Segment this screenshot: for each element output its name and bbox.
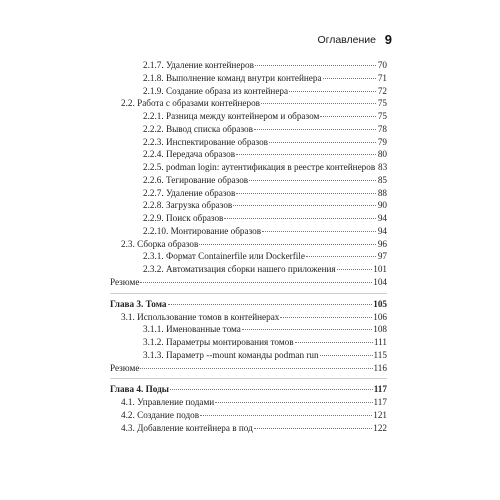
toc-entry[interactable]	[110, 409, 387, 422]
toc-entry-page: 115	[373, 349, 387, 360]
toc-entry-page: 79	[377, 136, 387, 147]
toc-entry-page: 72	[377, 85, 387, 96]
dot-leader	[280, 317, 372, 318]
dot-leader	[140, 282, 372, 283]
toc-entry-title: Глава 3. Тома	[110, 298, 167, 309]
header-title: Оглавление	[317, 34, 376, 46]
dot-leader	[337, 269, 373, 270]
toc-entry-page: 116	[373, 362, 387, 373]
dot-leader	[233, 205, 376, 206]
toc-entry-title: 2.2.9. Поиск образов	[143, 213, 224, 223]
toc-entry-page: 85	[377, 174, 387, 185]
dot-leader	[200, 415, 372, 416]
dot-leader	[170, 389, 373, 390]
toc-entry[interactable]	[110, 97, 387, 110]
toc-entry-page: 97	[377, 251, 387, 262]
toc-entry[interactable]	[110, 349, 387, 362]
dot-leader	[224, 218, 376, 219]
toc-entry[interactable]	[110, 422, 387, 435]
toc-entry-page: 75	[377, 111, 387, 121]
toc-entry-title: 2.3. Сборка образов	[121, 238, 199, 249]
toc-entry[interactable]	[110, 110, 387, 123]
dot-leader	[255, 65, 376, 66]
toc-entry-page: 90	[377, 200, 387, 211]
toc-entry-title: 2.2.5. podman login: аутентификация в реестре контейнеров	[143, 162, 376, 172]
toc-entry[interactable]	[110, 276, 387, 289]
toc-entry-page: 108	[373, 324, 387, 335]
toc-entry-title: 2.1.8. Выполнение команд внутри контейнера	[143, 72, 322, 83]
toc-entry-title: 3.1. Использование томов в контейнерах	[121, 311, 280, 322]
toc-entry-page: 83	[378, 162, 388, 172]
toc-entry-page: 70	[377, 60, 387, 70]
toc-entry-title: 2.2.6. Тегирование образов	[143, 174, 249, 185]
running-header	[0, 34, 500, 48]
dot-leader	[249, 180, 376, 181]
toc-entry-page: 80	[377, 149, 387, 160]
toc-entry-title: 4.3. Добавление контейнера в под	[121, 422, 253, 433]
toc-entry-page: 71	[377, 72, 387, 83]
toc-entry[interactable]	[110, 148, 387, 161]
dot-leader	[289, 91, 376, 92]
toc-entry[interactable]	[110, 72, 387, 85]
toc-entry-page: 75	[377, 98, 387, 109]
toc-entry-title: 2.2.10. Монтирование образов	[143, 225, 262, 236]
toc-entry-title: 3.1.2. Параметры монтирования томов	[143, 337, 294, 347]
toc-entry-page: 94	[377, 225, 387, 236]
toc-entry[interactable]	[110, 187, 387, 200]
table-of-contents	[110, 59, 387, 435]
toc-entry[interactable]	[110, 123, 387, 136]
dot-leader	[261, 103, 376, 104]
chapter-divider	[110, 378, 387, 379]
dot-leader	[215, 402, 372, 403]
toc-entry[interactable]	[110, 238, 387, 251]
toc-entry[interactable]	[110, 85, 387, 98]
toc-entry[interactable]	[110, 199, 387, 212]
toc-entry-page: 105	[373, 298, 387, 309]
dot-leader	[236, 154, 376, 155]
toc-entry-title: 2.2.4. Передача образов	[143, 149, 236, 160]
toc-entry[interactable]	[110, 311, 387, 324]
toc-entry-page: 106	[373, 311, 387, 322]
toc-entry-title: 4.2. Создание подов	[121, 410, 200, 420]
toc-entry[interactable]	[110, 250, 387, 263]
toc-entry-title: 2.1.9. Создание образа из контейнера	[143, 85, 289, 96]
toc-entry-title: 2.2. Работа с образами контейнеров	[121, 98, 261, 109]
toc-chapter-entry[interactable]	[110, 382, 387, 396]
toc-entry[interactable]	[110, 136, 387, 149]
header-page-number: 9	[384, 32, 392, 47]
dot-leader	[269, 142, 376, 143]
dot-leader	[199, 244, 376, 245]
toc-entry-page: 117	[373, 384, 387, 395]
toc-entry[interactable]	[110, 212, 387, 225]
toc-entry-page: 122	[373, 422, 387, 433]
toc-entry-title: 2.2.7. Удаление образов	[143, 187, 236, 198]
toc-entry[interactable]	[110, 336, 387, 349]
toc-entry-title: Резюме	[110, 362, 140, 373]
toc-entry-title: 3.1.3. Параметр --mount команды podman run	[143, 349, 319, 360]
toc-entry-page: 121	[373, 410, 387, 420]
toc-entry[interactable]	[110, 161, 387, 174]
toc-entry-title: 2.3.2. Автоматизация сборки нашего приложения	[143, 264, 336, 274]
dot-leader	[168, 304, 373, 305]
toc-entry-page: 94	[377, 213, 387, 223]
dot-leader	[320, 355, 373, 356]
toc-entry[interactable]	[110, 323, 387, 336]
toc-entry-page: 78	[377, 123, 387, 134]
chapter-divider	[110, 293, 387, 294]
toc-entry-title: 2.1.7. Удаление контейнеров	[143, 60, 254, 70]
dot-leader	[262, 231, 376, 232]
toc-entry-title: 2.2.3. Инспектирование образов	[143, 136, 269, 147]
toc-chapter-entry[interactable]	[110, 297, 387, 311]
toc-entry[interactable]	[110, 225, 387, 238]
toc-entry[interactable]	[110, 362, 387, 375]
toc-entry[interactable]	[110, 174, 387, 187]
toc-entry-title: 2.2.1. Разница между контейнером и образом	[143, 111, 320, 121]
dot-leader	[254, 428, 372, 429]
dot-leader	[254, 129, 376, 130]
toc-entry-title: 3.1.1. Именованные тома	[143, 324, 241, 335]
toc-entry-page: 101	[373, 264, 387, 274]
toc-entry-title: Глава 4. Поды	[110, 384, 169, 395]
toc-entry[interactable]	[110, 59, 387, 72]
toc-entry-page: 111	[373, 337, 387, 347]
toc-entry-title: 2.2.2. Вывод списка образов	[143, 123, 253, 134]
toc-entry-title: Резюме	[110, 276, 140, 287]
dot-leader	[295, 342, 373, 343]
dot-leader	[140, 368, 372, 369]
toc-entry-title: 2.2.8. Загрузка образов	[143, 200, 233, 211]
dot-leader	[323, 78, 376, 79]
toc-entry-title: 4.1. Управление подами	[121, 397, 215, 408]
dot-leader	[320, 116, 376, 117]
toc-entry-title: 2.3.1. Формат Containerfile или Dockerfile	[143, 251, 305, 262]
dot-leader	[236, 193, 376, 194]
toc-entry-page: 104	[373, 276, 387, 287]
toc-entry-page: 88	[377, 187, 387, 198]
toc-entry[interactable]	[110, 263, 387, 276]
toc-entry[interactable]	[110, 396, 387, 409]
dot-leader	[306, 256, 376, 257]
toc-entry-page: 96	[377, 238, 387, 249]
dot-leader	[242, 329, 372, 330]
toc-entry-page: 117	[373, 397, 387, 408]
